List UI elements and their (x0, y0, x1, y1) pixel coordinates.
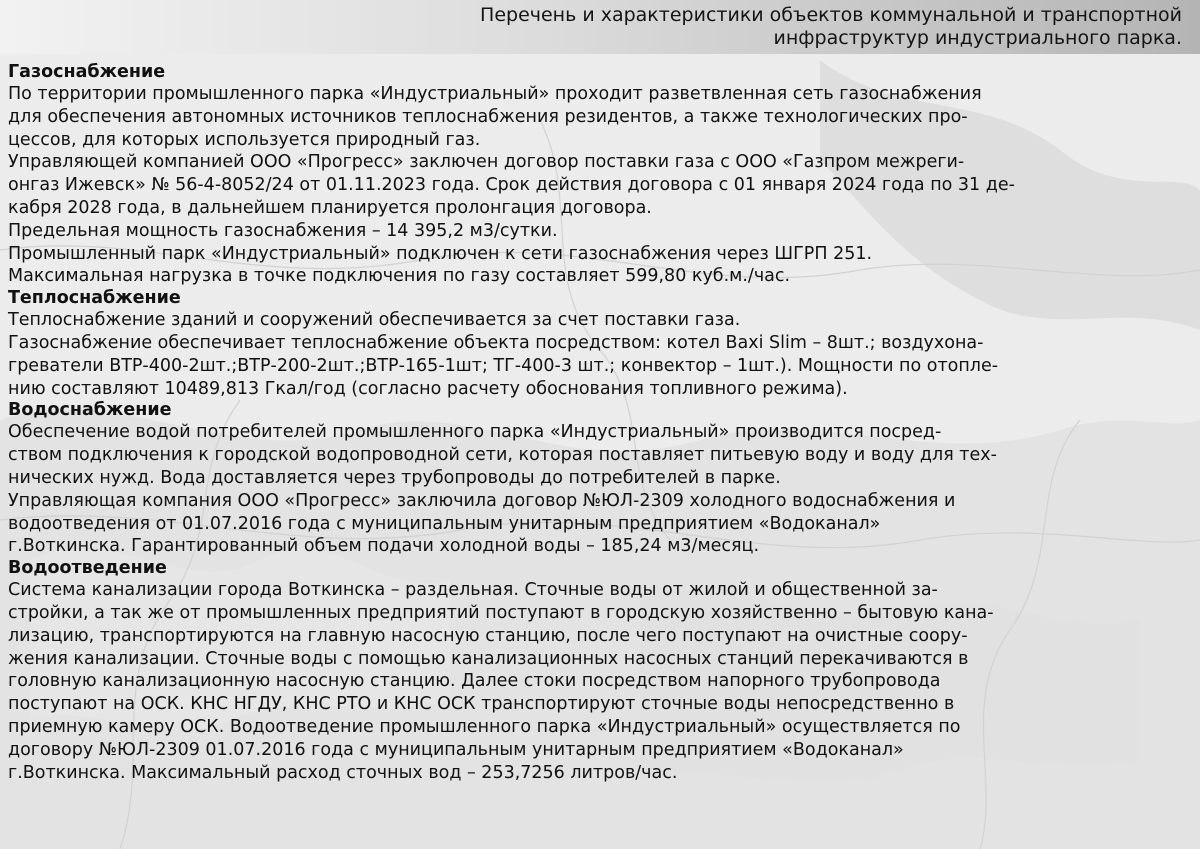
section-water-supply (8, 400, 1176, 558)
section-gas-supply (8, 62, 1176, 288)
content-body (8, 62, 1176, 784)
section-heat-supply (8, 288, 1176, 400)
section-heading: Газоснабжение (8, 62, 166, 82)
paragraph: Управляющей компанией ООО «Прогресс» заключен договор поставки газа с ООО «Газпром межреги- онгаз Ижевск» № 56-4-8052/24 от 01.11.2023 года. Срок действия договора с 01 января 2024 года по 31 де- кабря 2028 года, в дальнейшем планируется пролонгация договора. (8, 152, 1015, 218)
section-heading: Водоотведение (8, 558, 167, 579)
paragraph: Теплоснабжение зданий и сооружений обеспечивается за счет поставки газа. (8, 310, 741, 331)
paragraph: Промышленный парк «Индустриальный» подключен к сети газоснабжения через ШГРП 251. (8, 243, 873, 264)
section-sewerage (8, 558, 1176, 784)
paragraph: Газоснабжение обеспечивает теплоснабжение объекта посредством: котел Baxi Slim – 8шт.; воздухона- греватели ВТР-400-2шт.;ВТР-200-2шт.;ВТР-165-1шт; ТГ-400-3 шт.; конвектор – 1шт.). Мощности по отопле- нию составляют 10489,813 Гкал/год (согласно расчету обоснования топливного режима). (8, 332, 999, 399)
page-title: Перечень и характеристики объектов коммунальной и транспортной инфраструктур индустриального парка. (480, 4, 1182, 49)
section-heading: Теплоснабжение (8, 288, 181, 309)
paragraph: Максимальная нагрузка в точке подключения по газу составляет 599,80 куб.м./час. (8, 266, 791, 287)
paragraph: По территории промышленного парка «Индустриальный» проходит разветвленная сеть газоснабжения для обеспечения автономных источников теплоснабжения резидентов, а также технологических про- цессов, для которых используется природный газ. (8, 84, 982, 150)
paragraph: Система канализации города Воткинска – раздельная. Сточные воды от жилой и общественной за- стройки, а так же от промышленных предприятий поступают в городскую хозяйственно – бытовую кана- лизацию, транспортируются на главную насосную станцию, после чего поступают на очистные соору- жения канализации. Сточные воды с помощью канализационных насосных станций перекачиваются в головную канализационную насосную станцию. Далее стоки посредством напорного трубопровода поступают на ОСК. КНС НГДУ, КНС РТО и КНС ОСК транспортируют сточные воды непосредственно в приемную камеру ОСК. Водоотведение промышленного парка «Индустриальный» осуществляется по договору №ЮЛ-2309 01.07.2016 года с муниципальным унитарным предприятием «Водоканал» г.Воткинска. Максимальный расход сточных вод – 253,7256 литров/час. (8, 580, 994, 783)
paragraph: Предельная мощность газоснабжения – 14 395,2 м3/сутки. (8, 220, 558, 241)
paragraph: Управляющая компания ООО «Прогресс» заключила договор №ЮЛ-2309 холодного водоснабжения и водоотведения от 01.07.2016 года с муниципальным унитарным предприятием «Водоканал» г.Воткинска. Гарантированный объем подачи холодной воды – 185,24 м3/месяц. (8, 490, 956, 557)
paragraph: Обеспечение водой потребителей промышленного парка «Индустриальный» производится посред- ством подключения к городской водопроводной сети, которая поставляет питьевую воду и воду для тех- нических нужд. Вода доставляется через трубопроводы до потребителей в парке. (8, 422, 997, 488)
section-heading: Водоснабжение (8, 400, 172, 421)
